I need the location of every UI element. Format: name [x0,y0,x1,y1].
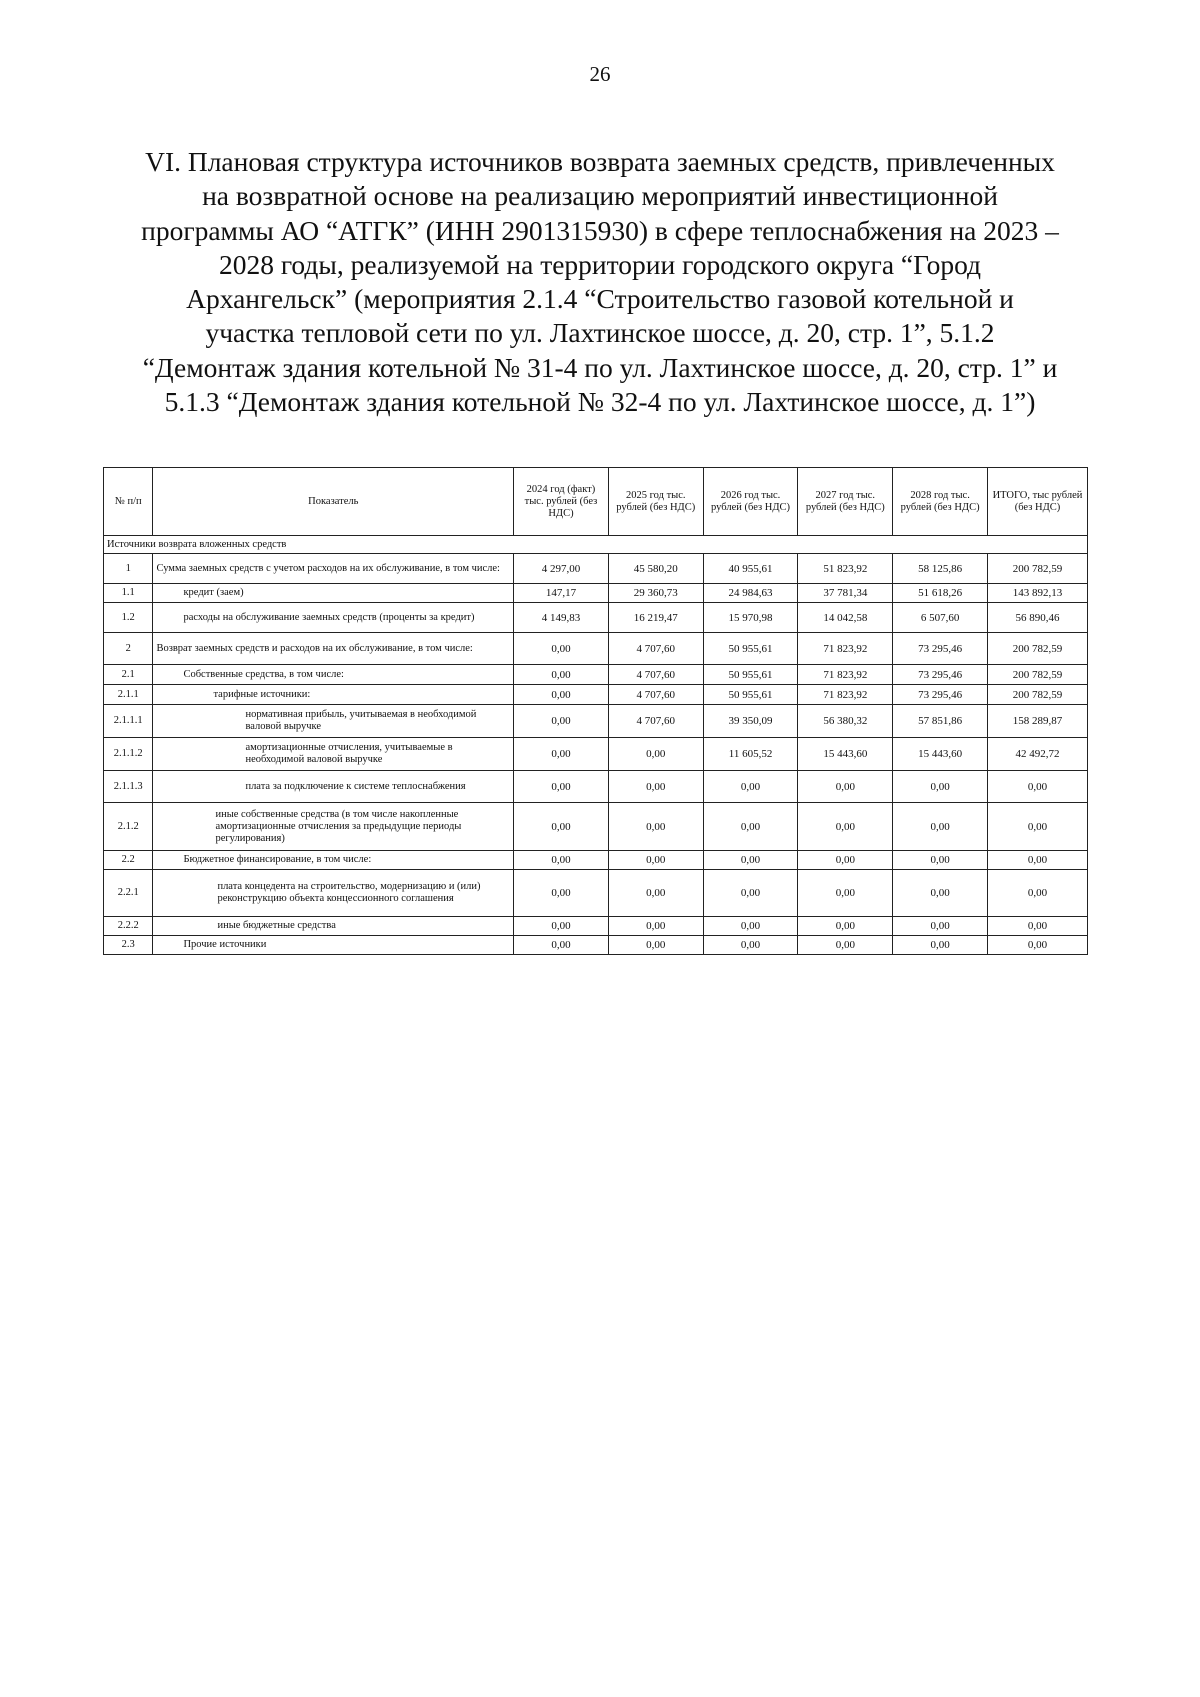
value-2024: 0,00 [514,633,609,665]
header-2026: 2026 год тыс. рублей (без НДС) [703,468,798,536]
header-num: № п/п [104,468,153,536]
value-total: 0,00 [987,917,1087,936]
header-indicator: Показатель [153,468,514,536]
value-2026: 50 955,61 [703,633,798,665]
value-2027: 15 443,60 [798,738,893,771]
table-header-row [104,468,1088,536]
value-2027: 0,00 [798,936,893,955]
heading-line: программы АО “АТГК” (ИНН 2901315930) в сфере теплоснабжения на 2023 – [141,214,1059,246]
value-2024: 0,00 [514,685,609,705]
value-2028: 0,00 [893,936,988,955]
value-2027: 14 042,58 [798,603,893,633]
value-2027: 71 823,92 [798,633,893,665]
row-indicator: иные собственные средства (в том числе накопленные амортизационные отчисления за предыдущие периоды регулирования) [153,803,514,851]
value-total: 200 782,59 [987,665,1087,685]
value-2028: 51 618,26 [893,584,988,603]
table-row [104,917,1088,936]
value-2024: 0,00 [514,917,609,936]
header-total: ИТОГО, тыс рублей (без НДС) [987,468,1087,536]
value-2025: 4 707,60 [608,685,703,705]
value-2028: 0,00 [893,917,988,936]
value-2025: 0,00 [608,803,703,851]
value-2026: 0,00 [703,936,798,955]
value-2024: 0,00 [514,771,609,803]
row-indicator: Собственные средства, в том числе: [153,665,514,685]
value-2024: 147,17 [514,584,609,603]
value-total: 56 890,46 [987,603,1087,633]
row-indicator: плата концедента на строительство, модернизацию и (или) реконструкцию объекта концессионного соглашения [153,870,514,917]
header-2028: 2028 год тыс. рублей (без НДС) [893,468,988,536]
row-num: 1.1 [104,584,153,603]
value-2028: 6 507,60 [893,603,988,633]
value-2024: 0,00 [514,803,609,851]
value-total: 200 782,59 [987,554,1087,584]
row-indicator: нормативная прибыль, учитываемая в необходимой валовой выручке [153,705,514,738]
value-2028: 0,00 [893,803,988,851]
value-2028: 58 125,86 [893,554,988,584]
value-total: 42 492,72 [987,738,1087,771]
value-2025: 0,00 [608,917,703,936]
value-2024: 0,00 [514,851,609,870]
value-2027: 0,00 [798,917,893,936]
value-2028: 73 295,46 [893,665,988,685]
value-total: 0,00 [987,870,1087,917]
table-row [104,870,1088,917]
value-2026: 24 984,63 [703,584,798,603]
table-row [104,633,1088,665]
value-2028: 0,00 [893,771,988,803]
value-2027: 0,00 [798,771,893,803]
table-row [104,665,1088,685]
value-total: 200 782,59 [987,633,1087,665]
value-2024: 4 149,83 [514,603,609,633]
header-2027: 2027 год тыс. рублей (без НДС) [798,468,893,536]
heading-line: 5.1.3 “Демонтаж здания котельной № 32-4 по ул. Лахтинское шоссе, д. 1”) [164,386,1036,418]
value-2024: 0,00 [514,870,609,917]
funding-sources-table [103,467,1088,955]
value-2028: 73 295,46 [893,685,988,705]
row-num: 2.3 [104,936,153,955]
value-2026: 0,00 [703,870,798,917]
row-num: 2.2.2 [104,917,153,936]
value-2028: 0,00 [893,851,988,870]
row-indicator: Сумма заемных средств с учетом расходов на их обслуживание, в том числе: [153,554,514,584]
value-2025: 4 707,60 [608,633,703,665]
value-total: 0,00 [987,851,1087,870]
value-2025: 4 707,60 [608,665,703,685]
value-2027: 37 781,34 [798,584,893,603]
row-indicator: кредит (заем) [153,584,514,603]
value-2028: 57 851,86 [893,705,988,738]
row-indicator: тарифные источники: [153,685,514,705]
row-indicator: расходы на обслуживание заемных средств (проценты за кредит) [153,603,514,633]
value-2024: 0,00 [514,665,609,685]
row-num: 2 [104,633,153,665]
value-2025: 45 580,20 [608,554,703,584]
value-2025: 0,00 [608,870,703,917]
section-row [104,536,1088,554]
value-2025: 0,00 [608,851,703,870]
row-num: 2.1.1.2 [104,738,153,771]
heading-line: участка тепловой сети по ул. Лахтинское шоссе, д. 20, стр. 1”, 5.1.2 [205,317,995,349]
value-2024: 0,00 [514,738,609,771]
row-indicator: Возврат заемных средств и расходов на их обслуживание, в том числе: [153,633,514,665]
row-num: 2.1.1 [104,685,153,705]
page-number: 26 [589,62,611,86]
row-indicator: плата за подключение к системе теплоснабжения [153,771,514,803]
value-2028: 73 295,46 [893,633,988,665]
table-row [104,851,1088,870]
row-num: 2.1.2 [104,803,153,851]
row-num: 2.1 [104,665,153,685]
row-num: 2.2 [104,851,153,870]
heading-line: 2028 годы, реализуемой на территории городского округа “Город [218,248,982,280]
section-heading [100,145,1100,419]
value-2026: 39 350,09 [703,705,798,738]
value-2025: 29 360,73 [608,584,703,603]
value-2026: 11 605,52 [703,738,798,771]
row-indicator: иные бюджетные средства [153,917,514,936]
value-2027: 71 823,92 [798,665,893,685]
section-label: Источники возврата вложенных средств [104,536,1088,554]
table-row [104,603,1088,633]
row-num: 2.1.1.1 [104,705,153,738]
row-num: 2.2.1 [104,870,153,917]
row-indicator: Бюджетное финансирование, в том числе: [153,851,514,870]
value-total: 0,00 [987,771,1087,803]
value-2028: 0,00 [893,870,988,917]
header-2024: 2024 год (факт) тыс. рублей (без НДС) [514,468,609,536]
value-2024: 0,00 [514,705,609,738]
value-2025: 4 707,60 [608,705,703,738]
value-2027: 71 823,92 [798,685,893,705]
value-2027: 51 823,92 [798,554,893,584]
table-row [104,705,1088,738]
value-2026: 15 970,98 [703,603,798,633]
value-total: 0,00 [987,803,1087,851]
value-2026: 40 955,61 [703,554,798,584]
table-row [104,554,1088,584]
table-row [104,685,1088,705]
value-2025: 16 219,47 [608,603,703,633]
header-2025: 2025 год тыс. рублей (без НДС) [608,468,703,536]
table-row [104,936,1088,955]
value-2027: 56 380,32 [798,705,893,738]
heading-line: Архангельск” (мероприятия 2.1.4 “Строительство газовой котельной и [186,283,1014,315]
table-row [104,803,1088,851]
value-2026: 50 955,61 [703,665,798,685]
value-2024: 4 297,00 [514,554,609,584]
row-indicator: Прочие источники [153,936,514,955]
value-2024: 0,00 [514,936,609,955]
value-2025: 0,00 [608,771,703,803]
table-row [104,771,1088,803]
value-2026: 0,00 [703,917,798,936]
heading-line: “Демонтаж здания котельной № 31-4 по ул. Лахтинское шоссе, д. 20, стр. 1” и [142,351,1058,383]
value-2026: 0,00 [703,771,798,803]
row-num: 1 [104,554,153,584]
value-total: 0,00 [987,936,1087,955]
heading-line: VI. Плановая структура источников возврата заемных средств, привлеченных [145,146,1055,177]
value-2026: 50 955,61 [703,685,798,705]
value-2027: 0,00 [798,870,893,917]
value-2027: 0,00 [798,851,893,870]
value-2025: 0,00 [608,936,703,955]
value-2026: 0,00 [703,803,798,851]
value-total: 158 289,87 [987,705,1087,738]
table-row [104,584,1088,603]
value-total: 143 892,13 [987,584,1087,603]
row-indicator: амортизационные отчисления, учитываемые в необходимой валовой выручке [153,738,514,771]
value-2026: 0,00 [703,851,798,870]
value-2027: 0,00 [798,803,893,851]
table-row [104,738,1088,771]
heading-line: на возвратной основе на реализацию мероприятий инвестиционной [202,180,998,212]
value-total: 200 782,59 [987,685,1087,705]
row-num: 1.2 [104,603,153,633]
value-2025: 0,00 [608,738,703,771]
value-2028: 15 443,60 [893,738,988,771]
row-num: 2.1.1.3 [104,771,153,803]
